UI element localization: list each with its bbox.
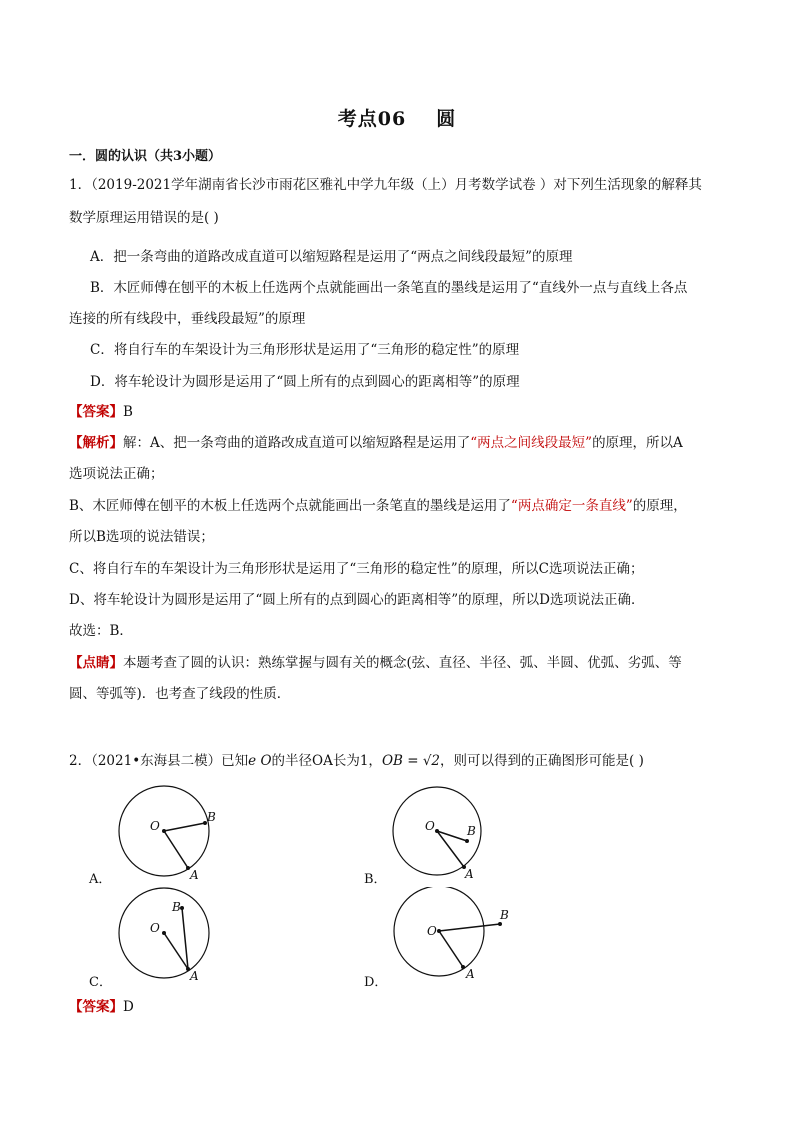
q1-stem-line2: 数学原理运用错误的是( ) (69, 210, 219, 226)
title-main: 考点06 (337, 108, 407, 130)
q1-option-b-line1: B．木匠师傅在刨平的木板上任选两个点就能画出一条笔直的墨线是运用了“直线外一点与直线上各点 (90, 280, 688, 296)
q1-comment-line1 (69, 654, 682, 672)
q1-analysis-b-line2: 所以B选项的说法错误； (69, 529, 214, 545)
analysis-b-post: 的原理， (632, 498, 687, 514)
figure-c-label-a: A (190, 969, 199, 983)
figure-a-label-b: B (207, 810, 216, 824)
figure-a-segment-ob (164, 823, 205, 831)
comment-text: 本题考查了圆的认识：熟练掌握与圆有关的概念(弦、直径、半径、弧、半圆、优弧、劣弧、等 (123, 655, 682, 671)
figure-d-label-a: A (466, 967, 475, 981)
q2-stem-ob: OB = √2 (381, 753, 441, 769)
q1-analysis-c: C、将自行车的车架设计为三角形形状是运用了“三角形的稳定性”的原理，所以C选项说法正确； (69, 561, 644, 577)
figure-b (385, 785, 515, 885)
figure-c (110, 887, 240, 987)
figure-d-label: D． (364, 975, 388, 990)
figure-a-label: A． (89, 872, 112, 887)
figure-a-label-a: A (190, 868, 199, 882)
q1-answer (69, 403, 133, 421)
figure-d-segment-oa (439, 931, 463, 967)
figure-b-segment-oa (437, 831, 464, 867)
figure-c-center-dot (162, 931, 166, 935)
figure-b-point-b (465, 839, 469, 843)
title-sub: 圆 (436, 108, 457, 130)
q2-stem-circle: e O (248, 753, 272, 769)
page-title (0, 104, 794, 131)
q1-option-d: D．将车轮设计为圆形是运用了“圆上所有的点到圆心的距离相等”的原理 (90, 374, 520, 390)
analysis-a-post: 的原理，所以A (592, 435, 683, 451)
q1-stem-line1: 1．（2019-2021学年湖南省长沙市雨花区雅礼中学九年级（上）月考数学试卷 ）对下列生活现象的解释其 (69, 177, 702, 193)
q1-option-a: A．把一条弯曲的道路改成直道可以缩短路程是运用了“两点之间线段最短”的原理 (90, 249, 573, 265)
figure-d-point-b (498, 922, 502, 926)
figure-d-point-a (461, 965, 465, 969)
figure-b-label-a: A (465, 867, 474, 881)
answer-tag: 【答案】 (69, 404, 123, 420)
q2-stem-post: ，则可以得到的正确图形可能是( ) (440, 753, 644, 769)
figure-d-label-b: B (500, 908, 509, 922)
q2-stem-mid: 的半径OA长为1， (271, 753, 382, 769)
figure-b-center-dot (435, 829, 439, 833)
figure-b-label-o: O (425, 819, 435, 833)
figure-a-center-dot (162, 829, 166, 833)
figure-b-label-b: B (467, 824, 476, 838)
figure-a-segment-oa (164, 831, 188, 868)
figure-c-label-b: B (172, 900, 181, 914)
q1-option-c: C．将自行车的车架设计为三角形形状是运用了“三角形的稳定性”的原理 (90, 342, 520, 358)
analysis-a-highlight: “两点之间线段最短” (470, 435, 593, 451)
figure-d (385, 887, 525, 987)
analysis-tag: 【解析】 (69, 435, 123, 451)
figure-b-label: B． (364, 872, 387, 887)
q1-option-b-line2: 连接的所有线段中，垂线段最短”的原理 (69, 311, 306, 327)
figure-d-label-o: O (427, 924, 437, 938)
q1-analysis-d: D、将车轮设计为圆形是运用了“圆上所有的点到圆心的距离相等”的原理，所以D选项说法正确． (69, 592, 645, 608)
figure-d-center-dot (437, 929, 441, 933)
q2-answer (69, 998, 134, 1016)
figure-c-label: C． (89, 975, 112, 990)
figure-d-segment-ob (439, 924, 500, 931)
q1-analysis-a-line1 (69, 434, 683, 452)
q2-stem-pre: 2．（2021•东海县二模）已知 (69, 753, 249, 769)
answer-value: B (123, 404, 133, 420)
section-heading: 一．圆的认识（共3小题） (69, 149, 222, 164)
q1-analysis-b-line1 (69, 497, 687, 515)
q1-conclusion: 故选：B． (69, 623, 133, 639)
q2-answer-tag: 【答案】 (69, 999, 123, 1015)
analysis-b-highlight: “两点确定一条直线” (510, 498, 633, 514)
q1-analysis-a-line2: 选项说法正确； (69, 466, 164, 482)
analysis-b-pre: B、木匠师傅在刨平的木板上任选两个点就能画出一条笔直的墨线是运用了 (69, 498, 511, 514)
figure-a (110, 785, 240, 885)
figure-a-label-o: O (150, 819, 160, 833)
figure-c-label-o: O (150, 921, 160, 935)
analysis-a-pre: 解：A、把一条弯曲的道路改成直道可以缩短路程是运用了 (123, 435, 471, 451)
figure-c-segment-ab (182, 908, 188, 969)
q2-answer-value: D (123, 999, 134, 1015)
q2-stem (69, 752, 644, 770)
q1-comment-line2: 圆、等弧等)．也考查了线段的性质． (69, 686, 291, 702)
comment-tag: 【点睛】 (69, 655, 123, 671)
